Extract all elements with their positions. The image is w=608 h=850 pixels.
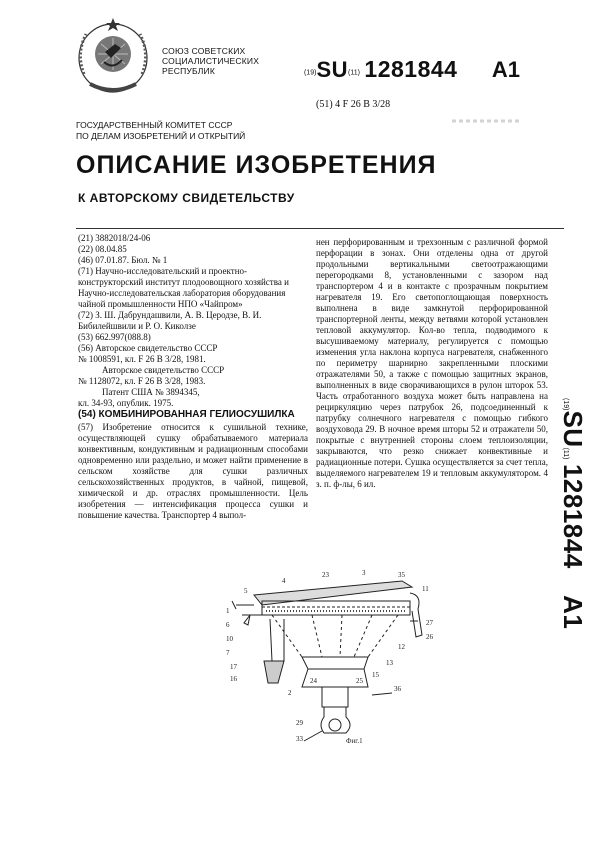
union-name: [162, 46, 259, 76]
divider: [76, 228, 564, 229]
drawing-label: 26: [426, 633, 433, 641]
drawing-label: 10: [226, 635, 233, 643]
drawing-label: 27: [426, 619, 433, 627]
drawing-label: 17: [230, 663, 237, 671]
committee-name: [76, 120, 245, 142]
drawing-label: 13: [386, 659, 393, 667]
union-line: РЕСПУБЛИК: [162, 66, 216, 76]
drawing-label: 4: [282, 577, 286, 585]
reference: Патент США № 3894345,: [102, 387, 200, 397]
abstract-start: (57) Изобретение относится к сушильной технике, осуществляющей сушку обрабатываемого материала конвективным, кондуктивным и радиационным способами одновременно или раздельно, и может найти применение в сельском хозяйстве для сушки различных сельскохозяйственных продуктов, в чайной, пищевой, химической и др. отраслях промышленности. Цель изобретения — интенсификация процесса сушки и повышение качества. Транспортер 4 выпол-: [78, 422, 308, 520]
invention-title: (54) КОМБИНИРОВАННАЯ ГЕЛИОСУШИЛКА: [78, 409, 295, 420]
faint-stamp: [452, 117, 522, 125]
applicant: (71) Научно-исследовательский и проектно-конструкторский институт плодоовощного хозяйства и Научно-исследовательская лаборатория оборудования чайной промышленности НПО «Чайпром»: [78, 266, 289, 309]
abstract-continued: нен перфорированным и трехзонным с различной формой перфорации в зонах. Они отделены одна от другой продольными вертикальными светоотражающими перегородками 8, установленными с зазором над транспортером 4 и в контакте с прозрачным покрытием нагревателя 19. Его светопоглощающая поверхность выполнена в виде замкнутой перфорированной транспортерной ленты, между ветвями которой установлен тепловой аккумулятор. Кол-во тепла, подводимого к высушиваемому материалу, регулируется с помощью изменения угла наклона корпуса нагревателя, снабженного по периметру шарнирно закрепленными плоскими отражателями 50, а также с помощью защитных экранов, выполненных в виде сворачивающихся в рулон шторок 53. Часть отработанного воздуха может быть направлена на рециркуляцию через патрубок 26, подсоединенный к патрубку солнечного нагревателя с помощью гибкого воздуховода 29. В ночное время шторы 52 и отражатели 50, покрытые с внутренней стороны слоем теплоизоляции, закрываются, что резко снижает конвективные и радиационные потери. Сушка осуществляется за счет тепла, выделяемого нагревателем 19 и тепловым аккумулятором. 4 з. п. ф-лы, 6 ил.: [316, 237, 548, 489]
drawing-label: 16: [230, 675, 237, 683]
udc: (53) 662.997(088.8): [78, 332, 151, 342]
drawing-label: 7: [226, 649, 230, 657]
drawing-label: 23: [322, 571, 329, 579]
reference: кл. 34-93, опублик. 1975.: [78, 398, 174, 408]
patent-number-block: [304, 56, 520, 83]
drawing-label: 15: [372, 671, 379, 679]
reference: Авторское свидетельство СССР: [102, 365, 225, 375]
vertical-code-19: (19): [562, 398, 569, 411]
drawing-label: 11: [422, 585, 429, 593]
technical-drawing: [222, 565, 442, 745]
drawing-label: 24: [310, 677, 317, 685]
vertical-kind: A1: [558, 595, 588, 630]
code-11: (11): [348, 69, 360, 77]
meta-line: (21) 3882018/24-06: [78, 233, 151, 243]
ussr-emblem-icon: [70, 14, 156, 100]
vertical-country: SU: [558, 410, 588, 448]
figure-caption: Фиг.1: [346, 737, 363, 745]
country-code: SU: [316, 57, 349, 82]
code-19: (19): [304, 69, 317, 77]
document-title: ОПИСАНИЕ ИЗОБРЕТЕНИЯ: [76, 151, 437, 179]
right-column: [316, 237, 548, 490]
reference: № 1128072, кл. F 26 B 3/28, 1983.: [78, 376, 206, 386]
meta-line: (46) 07.01.87. Бюл. № 1: [78, 255, 168, 265]
vertical-patent-number: [538, 398, 598, 688]
drawing-label: 35: [398, 571, 405, 579]
patent-number: 1281844: [364, 56, 458, 82]
reference: (56) Авторское свидетельство СССР: [78, 343, 218, 353]
committee-line: ГОСУДАРСТВЕННЫЙ КОМИТЕТ СССР: [76, 120, 233, 130]
inventors: (72) З. Ш. Дабрундашвили, А. В. Церодзе, В. И. Бибилейшвили и Р. О. Киколзе: [78, 310, 262, 331]
drawing-label: 25: [356, 677, 363, 685]
drawing-label: 5: [244, 587, 248, 595]
reference: № 1008591, кл. F 26 B 3/28, 1981.: [78, 354, 206, 364]
drawing-label: 36: [394, 685, 401, 693]
vertical-number: 1281844: [558, 463, 588, 569]
drawing-label: 6: [226, 621, 230, 629]
left-column: [78, 233, 308, 521]
vertical-code-11: (11): [562, 447, 569, 460]
drawing-label: 12: [398, 643, 405, 651]
meta-line: (22) 08.04.85: [78, 244, 127, 254]
union-line: СОЦИАЛИСТИЧЕСКИХ: [162, 56, 260, 66]
drawing-label: 2: [288, 689, 292, 697]
drawing-label: 1: [226, 607, 230, 615]
committee-line: ПО ДЕЛАМ ИЗОБРЕТЕНИЙ И ОТКРЫТИЙ: [76, 131, 246, 141]
drawing-label: 33: [296, 735, 303, 743]
drawing-label: 3: [362, 569, 366, 577]
union-line: СОЮЗ СОВЕТСКИХ: [162, 46, 246, 56]
patent-kind: A1: [491, 57, 521, 82]
drawing-label: 29: [296, 719, 303, 727]
ipc-classification: (51) 4 F 26 B 3/28: [316, 99, 391, 110]
document-subtitle: К АВТОРСКОМУ СВИДЕТЕЛЬСТВУ: [78, 191, 295, 205]
